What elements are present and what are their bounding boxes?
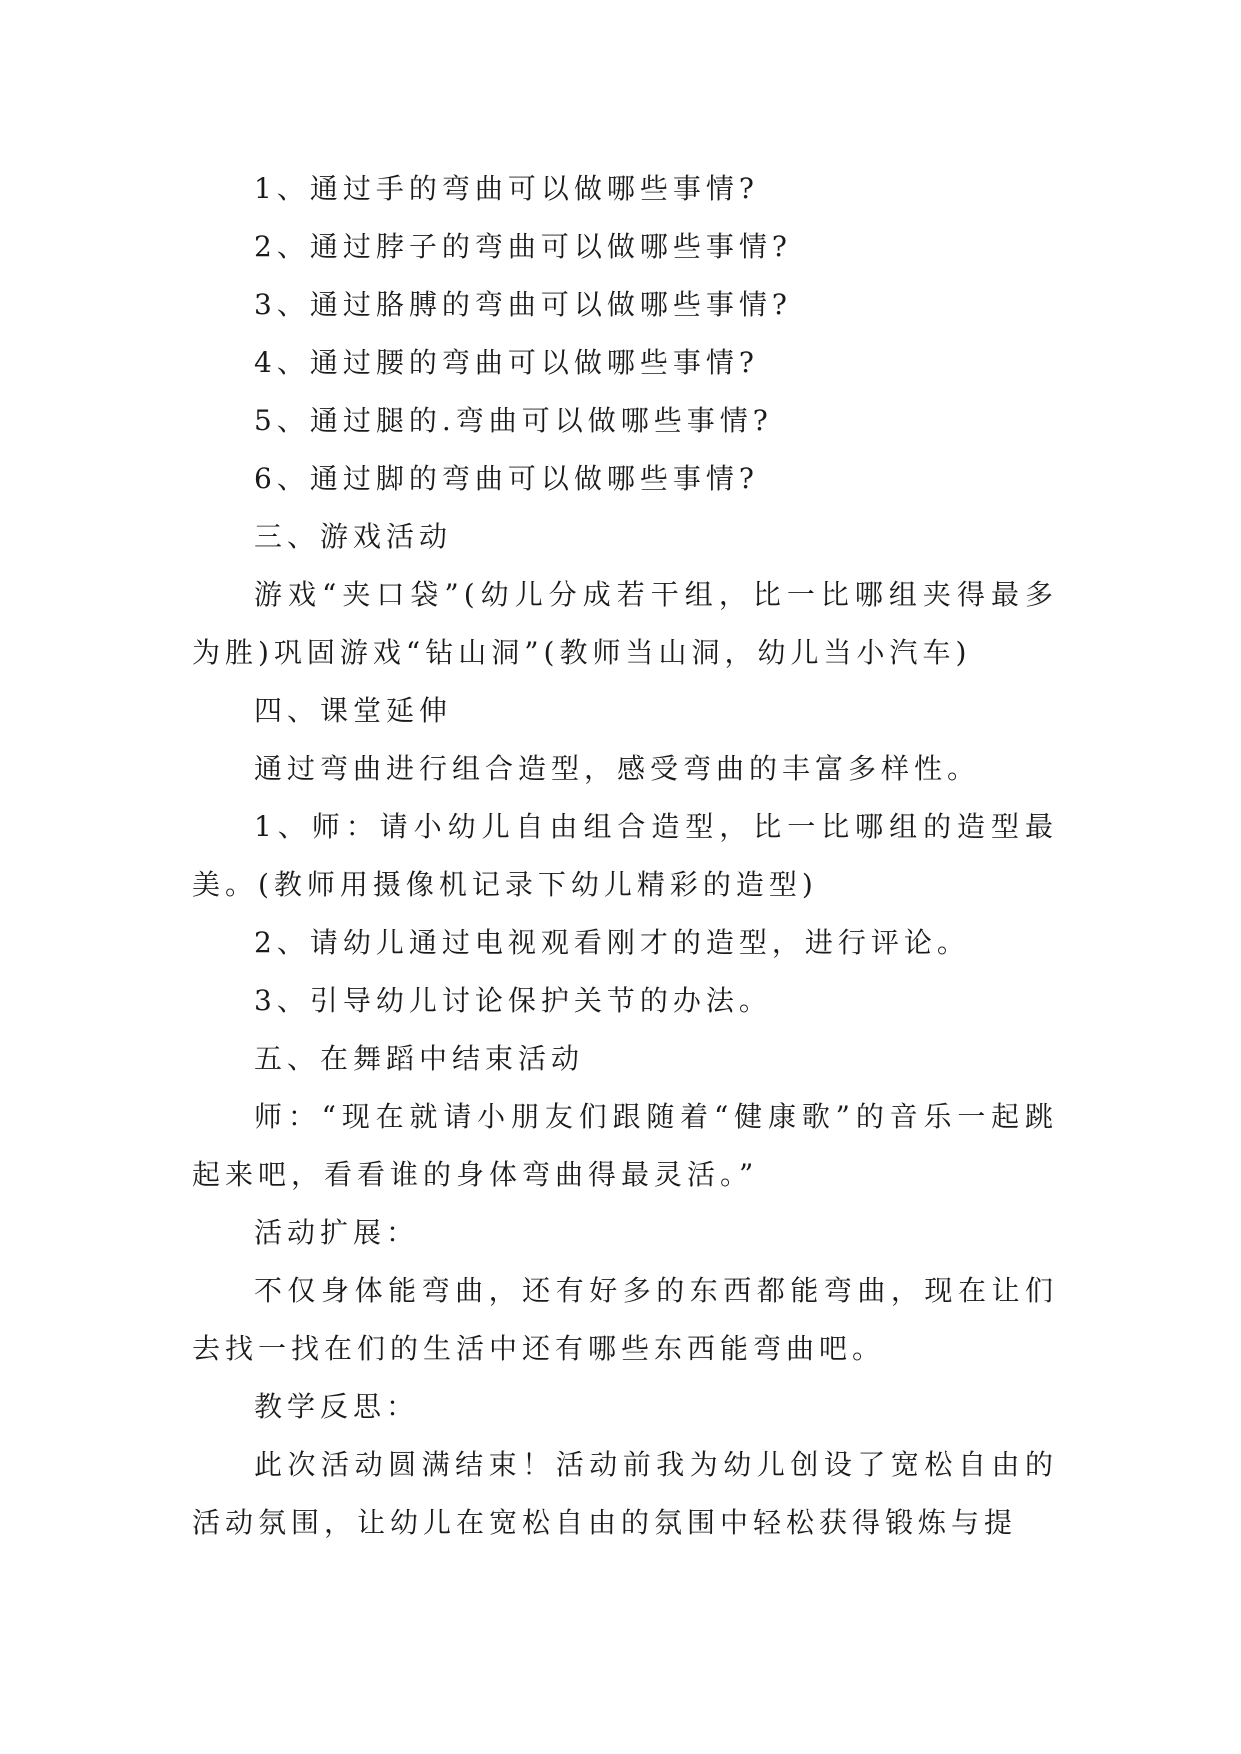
list-item-waist: 4、通过腰的弯曲可以做哪些事情? xyxy=(254,346,759,379)
list-item-arm: 3、通过胳膊的弯曲可以做哪些事情? xyxy=(254,288,792,321)
list-item-tv: 2、请幼儿通过电视观看刚才的造型，进行评论。 xyxy=(254,926,970,959)
paragraph-activity-expansion: 不仅身体能弯曲，还有好多的东西都能弯曲，现在让们去找一找在们的生活中还有哪些东西能弯曲吧。 xyxy=(192,1274,1058,1365)
section-heading-extension: 四、课堂延伸 xyxy=(254,694,453,727)
section-heading-reflection: 教学反思： xyxy=(254,1390,420,1423)
section-heading-activity-expansion: 活动扩展： xyxy=(254,1216,420,1249)
document-page xyxy=(192,160,1058,1552)
section-heading-game: 三、游戏活动 xyxy=(254,520,453,553)
paragraph-game: 游戏“夹口袋”(幼儿分成若干组，比一比哪组夹得最多为胜)巩固游戏“钻山洞”(教师当山洞，幼儿当小汽车) xyxy=(192,578,1058,669)
section-heading-dance: 五、在舞蹈中结束活动 xyxy=(254,1042,585,1075)
list-item-neck: 2、通过脖子的弯曲可以做哪些事情? xyxy=(254,230,792,263)
list-item-teacher: 1、师：请小幼儿自由组合造型，比一比哪组的造型最美。(教师用摄像机记录下幼儿精彩的造型) xyxy=(192,810,1058,901)
paragraph-extension: 通过弯曲进行组合造型，感受弯曲的丰富多样性。 xyxy=(254,752,981,785)
list-item-hand: 1、通过手的弯曲可以做哪些事情? xyxy=(254,172,759,205)
list-item-foot: 6、通过脚的弯曲可以做哪些事情? xyxy=(254,462,759,495)
list-item-joints: 3、引导幼儿讨论保护关节的办法。 xyxy=(254,984,772,1017)
paragraph-reflection: 此次活动圆满结束！活动前我为幼儿创设了宽松自由的活动氛围，让幼儿在宽松自由的氛围中轻松获得锻炼与提 xyxy=(192,1448,1058,1539)
list-item-leg: 5、通过腿的.弯曲可以做哪些事情? xyxy=(254,404,773,437)
paragraph-dance: 师：“现在就请小朋友们跟随着“健康歌”的音乐一起跳起来吧，看看谁的身体弯曲得最灵活。” xyxy=(192,1100,1058,1191)
